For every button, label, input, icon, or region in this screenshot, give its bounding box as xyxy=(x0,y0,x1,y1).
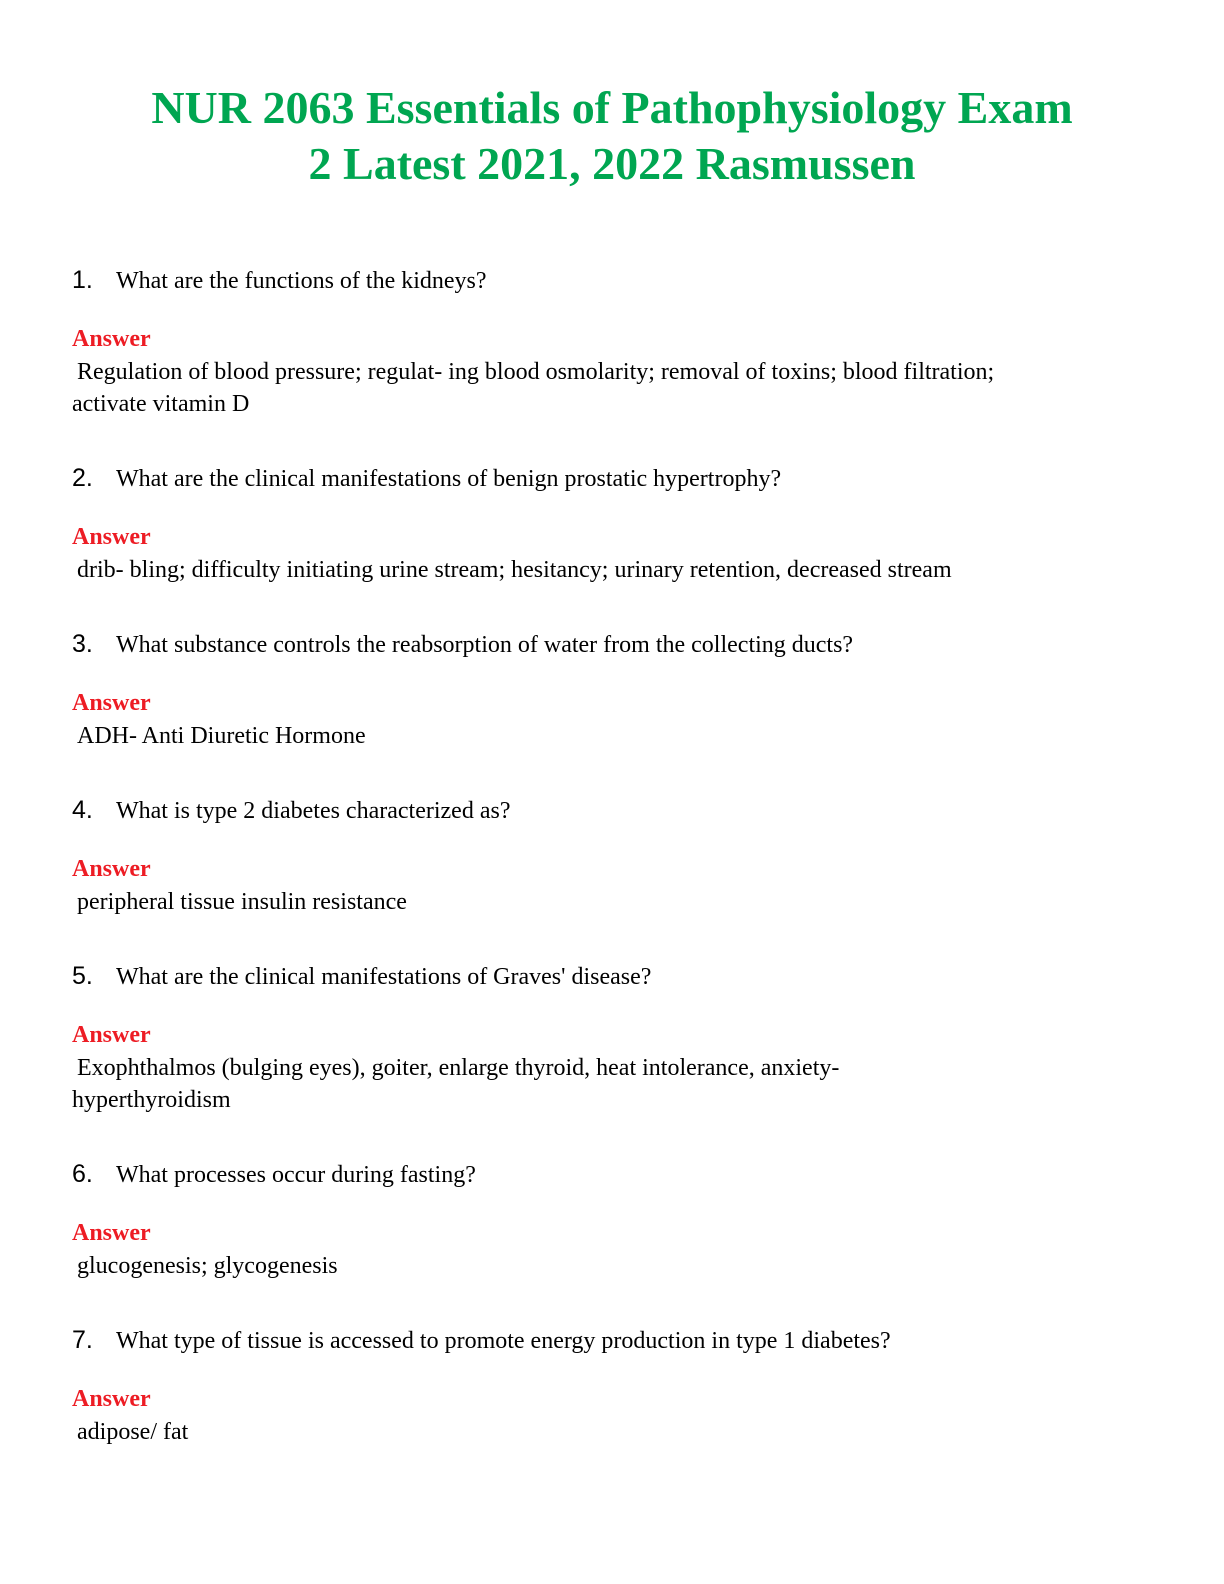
question-text: What is type 2 diabetes characterized as? xyxy=(116,798,511,824)
answer-label: Answer xyxy=(72,1386,151,1412)
answer-text xyxy=(72,1250,1152,1282)
question-item-5 xyxy=(72,954,1152,1116)
question-row xyxy=(72,954,1152,998)
page-title-line-2: 2 Latest 2021, 2022 Rasmussen xyxy=(308,138,916,189)
question-item-4 xyxy=(72,788,1152,918)
question-row xyxy=(72,1152,1152,1196)
question-row xyxy=(72,456,1152,500)
question-text: What are the clinical manifestations of Graves' disease? xyxy=(116,964,652,990)
answer-line: Exophthalmos (bulging eyes), goiter, enlarge thyroid, heat intolerance, anxiety- xyxy=(77,1055,840,1081)
page-title xyxy=(40,80,1184,192)
answer-text xyxy=(72,1052,1152,1116)
answer-line: adipose/ fat xyxy=(77,1419,189,1445)
question-item-7 xyxy=(72,1318,1152,1448)
question-number: 6. xyxy=(72,1160,93,1188)
answer-label: Answer xyxy=(72,326,151,352)
question-number: 2. xyxy=(72,464,93,492)
answer-line: hyperthyroidism xyxy=(72,1087,231,1113)
question-text: What processes occur during fasting? xyxy=(116,1162,476,1188)
question-row xyxy=(72,1318,1152,1362)
question-number: 7. xyxy=(72,1326,93,1354)
answer-text xyxy=(72,356,1152,420)
question-item-2 xyxy=(72,456,1152,586)
answer-label: Answer xyxy=(72,1220,151,1246)
answer-label: Answer xyxy=(72,524,151,550)
question-item-3 xyxy=(72,622,1152,752)
question-number: 1. xyxy=(72,266,93,294)
question-item-1 xyxy=(72,258,1152,420)
answer-text xyxy=(72,720,1152,752)
question-text: What substance controls the reabsorption of water from the collecting ducts? xyxy=(116,632,854,658)
question-number: 5. xyxy=(72,962,93,990)
question-list xyxy=(72,258,1152,1448)
answer-text xyxy=(72,886,1152,918)
answer-label: Answer xyxy=(72,1022,151,1048)
answer-line: glucogenesis; glycogenesis xyxy=(77,1253,338,1279)
question-row xyxy=(72,788,1152,832)
answer-label: Answer xyxy=(72,856,151,882)
question-text: What are the clinical manifestations of benign prostatic hypertrophy? xyxy=(116,466,782,492)
answer-text xyxy=(72,554,1152,586)
page-title-line-1: NUR 2063 Essentials of Pathophysiology Exam xyxy=(151,82,1073,133)
question-number: 4. xyxy=(72,796,93,824)
question-row xyxy=(72,622,1152,666)
answer-line: activate vitamin D xyxy=(72,391,250,417)
question-row xyxy=(72,258,1152,302)
question-number: 3. xyxy=(72,630,93,658)
answer-line: drib- bling; difficulty initiating urine stream; hesitancy; urinary retention, decreased stream xyxy=(77,557,952,583)
answer-line: ADH- Anti Diuretic Hormone xyxy=(77,723,366,749)
answer-label: Answer xyxy=(72,690,151,716)
answer-text xyxy=(72,1416,1152,1448)
question-text: What type of tissue is accessed to promote energy production in type 1 diabetes? xyxy=(116,1328,891,1354)
answer-line: Regulation of blood pressure; regulat- ing blood osmolarity; removal of toxins; blood filtration; xyxy=(77,359,995,385)
question-text: What are the functions of the kidneys? xyxy=(116,268,487,294)
question-item-6 xyxy=(72,1152,1152,1282)
answer-line: peripheral tissue insulin resistance xyxy=(77,889,407,915)
